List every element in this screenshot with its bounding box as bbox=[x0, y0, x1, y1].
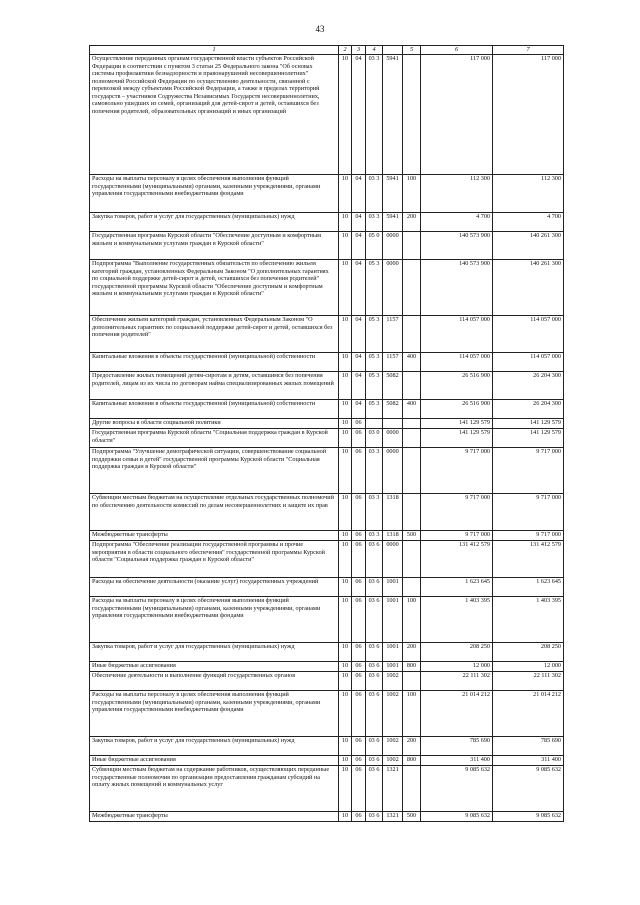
row-target-code: 0000 bbox=[383, 429, 403, 448]
row-amount-year1: 9 717 000 bbox=[421, 531, 493, 541]
row-name: Межбюджетные трансферты bbox=[90, 531, 339, 541]
row-amount-year1: 141 129 579 bbox=[421, 429, 493, 448]
row-subsection: 06 bbox=[352, 448, 366, 494]
row-target-code: 1001 bbox=[383, 578, 403, 597]
row-target-code: 1318 bbox=[383, 494, 403, 531]
row-amount-year1: 141 129 579 bbox=[421, 419, 493, 429]
row-target-program: 03 6 bbox=[366, 812, 383, 822]
row-subsection: 04 bbox=[352, 316, 366, 353]
row-amount-year2: 141 129 579 bbox=[493, 429, 564, 448]
table-row bbox=[90, 400, 564, 419]
row-name: Подпрограмма "Обеспечение реализации государственной программы и прочие мероприятия в области социального обеспечения" государственной программы Курской области "Социальная поддержка граждан в Курской области" bbox=[90, 541, 339, 578]
row-section: 10 bbox=[339, 662, 352, 672]
row-target-code: 1001 bbox=[383, 662, 403, 672]
row-target-program: 03 3 bbox=[366, 531, 383, 541]
table-row bbox=[90, 766, 564, 812]
row-subsection: 06 bbox=[352, 429, 366, 448]
row-amount-year2: 26 204 300 bbox=[493, 400, 564, 419]
row-amount-year1: 1 403 395 bbox=[421, 597, 493, 643]
table-row bbox=[90, 578, 564, 597]
row-target-program: 05 3 bbox=[366, 316, 383, 353]
row-target-program: 03 3 bbox=[366, 494, 383, 531]
row-target-program: 03 6 bbox=[366, 541, 383, 578]
row-amount-year2: 114 057 000 bbox=[493, 353, 564, 372]
row-target-program: 03 3 bbox=[366, 55, 383, 175]
row-amount-year1: 12 000 bbox=[421, 662, 493, 672]
row-amount-year2: 9 717 000 bbox=[493, 494, 564, 531]
row-target-code: 1001 bbox=[383, 597, 403, 643]
row-target-program: 05 3 bbox=[366, 353, 383, 372]
row-section: 10 bbox=[339, 260, 352, 316]
row-amount-year2: 9 085 632 bbox=[493, 812, 564, 822]
row-target-code: 5941 bbox=[383, 55, 403, 175]
row-expense-type bbox=[403, 260, 421, 316]
row-amount-year1: 140 573 900 bbox=[421, 260, 493, 316]
table-row bbox=[90, 353, 564, 372]
table-row bbox=[90, 448, 564, 494]
table-row bbox=[90, 429, 564, 448]
row-amount-year2: 117 000 bbox=[493, 55, 564, 175]
row-subsection: 06 bbox=[352, 756, 366, 766]
row-subsection: 06 bbox=[352, 494, 366, 531]
row-expense-type bbox=[403, 429, 421, 448]
header-col-3: 3 bbox=[352, 46, 366, 55]
row-target-code: 0000 bbox=[383, 448, 403, 494]
row-amount-year2: 140 261 300 bbox=[493, 232, 564, 260]
row-section: 10 bbox=[339, 643, 352, 662]
table-row bbox=[90, 643, 564, 662]
table-row bbox=[90, 260, 564, 316]
row-target-program: 03 3 bbox=[366, 213, 383, 232]
row-amount-year2: 112 300 bbox=[493, 175, 564, 213]
row-section: 10 bbox=[339, 429, 352, 448]
row-expense-type: 800 bbox=[403, 662, 421, 672]
row-amount-year2: 12 000 bbox=[493, 662, 564, 672]
row-target-program: 03 3 bbox=[366, 448, 383, 494]
row-expense-type bbox=[403, 672, 421, 691]
row-amount-year2: 140 261 300 bbox=[493, 260, 564, 316]
table-row bbox=[90, 316, 564, 353]
row-expense-type bbox=[403, 316, 421, 353]
row-name: Иные бюджетные ассигнования bbox=[90, 756, 339, 766]
row-subsection: 04 bbox=[352, 260, 366, 316]
row-amount-year1: 9 717 000 bbox=[421, 494, 493, 531]
row-target-program: 03 6 bbox=[366, 756, 383, 766]
row-expense-type: 400 bbox=[403, 400, 421, 419]
row-expense-type: 800 bbox=[403, 756, 421, 766]
row-target-code: 1321 bbox=[383, 812, 403, 822]
row-subsection: 06 bbox=[352, 812, 366, 822]
table-row bbox=[90, 812, 564, 822]
header-col-2: 2 bbox=[339, 46, 352, 55]
row-name: Государственная программа Курской области "Обеспечение доступным и комфортным жильем и коммунальными услугами граждан в Курской области" bbox=[90, 232, 339, 260]
row-section: 10 bbox=[339, 448, 352, 494]
budget-table bbox=[89, 45, 564, 822]
row-amount-year2: 9 717 000 bbox=[493, 448, 564, 494]
row-amount-year1: 785 690 bbox=[421, 737, 493, 756]
row-expense-type: 200 bbox=[403, 643, 421, 662]
row-name: Другие вопросы в области социальной политики bbox=[90, 419, 339, 429]
row-amount-year1: 208 250 bbox=[421, 643, 493, 662]
row-subsection: 06 bbox=[352, 597, 366, 643]
row-section: 10 bbox=[339, 597, 352, 643]
row-amount-year2: 114 057 000 bbox=[493, 316, 564, 353]
row-target-code: 5082 bbox=[383, 372, 403, 400]
row-name: Субвенции местным бюджетам на содержание работников, осуществляющих переданные государственные полномочия по организации предоставления гражданам субсидий на оплату жилых помещений и коммунальных услуг bbox=[90, 766, 339, 812]
row-name: Закупка товаров, работ и услуг для государственных (муниципальных) нужд bbox=[90, 737, 339, 756]
header-col-1: 1 bbox=[90, 46, 339, 55]
row-section: 10 bbox=[339, 316, 352, 353]
row-amount-year2: 9 085 632 bbox=[493, 766, 564, 812]
row-name: Подпрограмма "Выполнение государственных обязательств по обеспечению жильем категорий граждан, установленных Федеральным Законом "О дополнительных гарантиях по социальной поддержке детей-сирот и детей, оставшихся без попечения родителей" государственной программы Курской области "Обеспечение доступным и комфортным жильем и коммунальными услугами граждан в Курской области" bbox=[90, 260, 339, 316]
row-amount-year2: 22 111 302 bbox=[493, 672, 564, 691]
row-amount-year1: 112 300 bbox=[421, 175, 493, 213]
row-expense-type: 200 bbox=[403, 737, 421, 756]
row-name: Государственная программа Курской области "Социальная поддержка граждан в Курской области" bbox=[90, 429, 339, 448]
header-col-4a: 4 bbox=[366, 46, 383, 55]
row-target-code: 1157 bbox=[383, 316, 403, 353]
row-amount-year2: 131 412 579 bbox=[493, 541, 564, 578]
row-target-program: 03 6 bbox=[366, 691, 383, 737]
row-amount-year2: 4 700 bbox=[493, 213, 564, 232]
row-expense-type bbox=[403, 372, 421, 400]
row-target-code: 0000 bbox=[383, 232, 403, 260]
table-row bbox=[90, 175, 564, 213]
row-expense-type bbox=[403, 448, 421, 494]
table-row bbox=[90, 55, 564, 175]
row-expense-type: 200 bbox=[403, 213, 421, 232]
row-name: Закупка товаров, работ и услуг для государственных (муниципальных) нужд bbox=[90, 643, 339, 662]
row-section: 10 bbox=[339, 812, 352, 822]
table-row bbox=[90, 737, 564, 756]
row-amount-year2: 1 623 645 bbox=[493, 578, 564, 597]
page-number: 43 bbox=[315, 24, 325, 34]
row-name: Субвенции местным бюджетам на осуществление отдельных государственных полномочий по обеспечению деятельности комиссий по делам несовершеннолетних и защите их прав bbox=[90, 494, 339, 531]
row-subsection: 04 bbox=[352, 175, 366, 213]
row-section: 10 bbox=[339, 737, 352, 756]
row-target-program: 03 6 bbox=[366, 643, 383, 662]
row-section: 10 bbox=[339, 232, 352, 260]
row-target-program: 03 6 bbox=[366, 737, 383, 756]
row-target-code: 1001 bbox=[383, 643, 403, 662]
row-expense-type: 500 bbox=[403, 531, 421, 541]
header-col-4b bbox=[383, 46, 403, 55]
row-subsection: 06 bbox=[352, 419, 366, 429]
row-subsection: 04 bbox=[352, 372, 366, 400]
header-row bbox=[90, 46, 564, 55]
row-amount-year1: 26 516 900 bbox=[421, 372, 493, 400]
row-amount-year1: 114 057 000 bbox=[421, 353, 493, 372]
row-section: 10 bbox=[339, 55, 352, 175]
row-subsection: 06 bbox=[352, 691, 366, 737]
row-section: 10 bbox=[339, 766, 352, 812]
row-amount-year1: 117 000 bbox=[421, 55, 493, 175]
row-name: Расходы на выплаты персоналу в целях обеспечения выполнения функций государственными (муниципальными) органами, казенными учреждениями, органами управления государственными внебюджетными фондами bbox=[90, 691, 339, 737]
row-subsection: 06 bbox=[352, 531, 366, 541]
row-target-program: 03 6 bbox=[366, 578, 383, 597]
row-amount-year2: 26 204 300 bbox=[493, 372, 564, 400]
header-col-6: 6 bbox=[421, 46, 493, 55]
row-section: 10 bbox=[339, 372, 352, 400]
row-subsection: 06 bbox=[352, 766, 366, 812]
row-amount-year1: 1 623 645 bbox=[421, 578, 493, 597]
table-row bbox=[90, 691, 564, 737]
row-name: Межбюджетные трансферты bbox=[90, 812, 339, 822]
row-section: 10 bbox=[339, 578, 352, 597]
row-amount-year1: 9 085 632 bbox=[421, 766, 493, 812]
row-target-code: 1002 bbox=[383, 672, 403, 691]
row-expense-type: 100 bbox=[403, 597, 421, 643]
row-section: 10 bbox=[339, 531, 352, 541]
row-expense-type bbox=[403, 55, 421, 175]
row-name: Расходы на выплаты персоналу в целях обеспечения выполнения функций государственными (муниципальными) органами, казенными учреждениями, органами управления государственными внебюджетными фондами bbox=[90, 175, 339, 213]
row-subsection: 04 bbox=[352, 213, 366, 232]
row-target-program: 03 3 bbox=[366, 175, 383, 213]
row-section: 10 bbox=[339, 541, 352, 578]
table-row bbox=[90, 672, 564, 691]
row-target-program: 05 0 bbox=[366, 232, 383, 260]
table-row bbox=[90, 662, 564, 672]
row-amount-year2: 208 250 bbox=[493, 643, 564, 662]
row-amount-year1: 311 400 bbox=[421, 756, 493, 766]
row-expense-type: 500 bbox=[403, 812, 421, 822]
row-name: Предоставление жилых помещений детям-сиротам и детям, оставшимся без попечения родителей, лицам из их числа по договорам найма специализированных жилых помещений bbox=[90, 372, 339, 400]
table-row bbox=[90, 531, 564, 541]
table-row bbox=[90, 541, 564, 578]
row-subsection: 04 bbox=[352, 400, 366, 419]
row-amount-year2: 1 403 395 bbox=[493, 597, 564, 643]
row-name: Капитальные вложения в объекты государственной (муниципальной) собственности bbox=[90, 400, 339, 419]
row-section: 10 bbox=[339, 400, 352, 419]
row-amount-year2: 21 014 212 bbox=[493, 691, 564, 737]
table-row bbox=[90, 756, 564, 766]
row-target-code: 1157 bbox=[383, 353, 403, 372]
row-target-code: 5941 bbox=[383, 175, 403, 213]
header-col-5: 5 bbox=[403, 46, 421, 55]
row-target-code: 1321 bbox=[383, 766, 403, 812]
row-amount-year1: 9 085 632 bbox=[421, 812, 493, 822]
row-amount-year1: 21 014 212 bbox=[421, 691, 493, 737]
row-name: Расходы на выплаты персоналу в целях обеспечения выполнения функций государственными (муниципальными) органами, казенными учреждениями, органами управления государственными внебюджетными фондами bbox=[90, 597, 339, 643]
row-target-program: 03 6 bbox=[366, 766, 383, 812]
row-subsection: 06 bbox=[352, 662, 366, 672]
row-expense-type bbox=[403, 578, 421, 597]
table-row bbox=[90, 597, 564, 643]
table-body bbox=[90, 55, 564, 822]
row-amount-year1: 22 111 302 bbox=[421, 672, 493, 691]
row-amount-year1: 131 412 579 bbox=[421, 541, 493, 578]
row-section: 10 bbox=[339, 353, 352, 372]
row-expense-type bbox=[403, 766, 421, 812]
row-subsection: 06 bbox=[352, 541, 366, 578]
table-row bbox=[90, 213, 564, 232]
row-expense-type bbox=[403, 419, 421, 429]
row-target-program: 03 6 bbox=[366, 672, 383, 691]
row-target-code: 0000 bbox=[383, 260, 403, 316]
table-row bbox=[90, 494, 564, 531]
row-expense-type bbox=[403, 541, 421, 578]
row-name: Иные бюджетные ассигнования bbox=[90, 662, 339, 672]
row-amount-year2: 141 129 579 bbox=[493, 419, 564, 429]
row-target-program: 05 3 bbox=[366, 372, 383, 400]
row-amount-year2: 785 690 bbox=[493, 737, 564, 756]
row-subsection: 06 bbox=[352, 578, 366, 597]
row-expense-type: 100 bbox=[403, 691, 421, 737]
row-section: 10 bbox=[339, 175, 352, 213]
row-target-program: 05 3 bbox=[366, 400, 383, 419]
row-amount-year1: 114 057 000 bbox=[421, 316, 493, 353]
row-subsection: 04 bbox=[352, 353, 366, 372]
row-section: 10 bbox=[339, 691, 352, 737]
row-amount-year1: 26 516 900 bbox=[421, 400, 493, 419]
row-target-code: 1002 bbox=[383, 756, 403, 766]
row-target-code: 1002 bbox=[383, 737, 403, 756]
table-row bbox=[90, 232, 564, 260]
row-target-code: 1002 bbox=[383, 691, 403, 737]
row-name: Осуществление переданных органам государственной власти субъектов Российской Федерации в соответствии с пунктом 3 статьи 25 Федерального закона "Об основах системы профилактики безнадзорности и правонарушений несовершеннолетних" полномочий Российской Федерации по осуществлению деятельности, связанной с перевозкой между субъектами Российской Федерации, а также в пределах территорий государств – участников Содружества Независимых Государств несовершеннолетних, самовольно ушедших из семей, организаций для детей-сирот и детей, оставшихся без попечения родителей, образовательных организаций и иных организаций bbox=[90, 55, 339, 175]
row-section: 10 bbox=[339, 672, 352, 691]
row-section: 10 bbox=[339, 213, 352, 232]
row-target-program bbox=[366, 419, 383, 429]
row-name: Капитальные вложения в объекты государственной (муниципальной) собственности bbox=[90, 353, 339, 372]
row-section: 10 bbox=[339, 756, 352, 766]
row-target-code: 5941 bbox=[383, 213, 403, 232]
row-target-code: 0000 bbox=[383, 541, 403, 578]
row-name: Подпрограмма "Улучшение демографической ситуации, совершенствование социальной поддержки семьи и детей" государственной программы Курской области "Социальная поддержка граждан в Курской области" bbox=[90, 448, 339, 494]
row-target-program: 05 3 bbox=[366, 260, 383, 316]
row-amount-year1: 4 700 bbox=[421, 213, 493, 232]
row-name: Обеспечение жильем категорий граждан, установленных Федеральным Законом "О дополнительных гарантиях по социальной поддержке детей-сирот и детей, оставшихся без попечения родителей" bbox=[90, 316, 339, 353]
row-name: Закупка товаров, работ и услуг для государственных (муниципальных) нужд bbox=[90, 213, 339, 232]
row-subsection: 04 bbox=[352, 232, 366, 260]
row-amount-year2: 9 717 000 bbox=[493, 531, 564, 541]
row-target-program: 03 6 bbox=[366, 597, 383, 643]
row-amount-year2: 311 400 bbox=[493, 756, 564, 766]
row-amount-year1: 9 717 000 bbox=[421, 448, 493, 494]
row-section: 10 bbox=[339, 494, 352, 531]
row-subsection: 06 bbox=[352, 737, 366, 756]
row-name: Расходы на обеспечение деятельности (оказание услуг) государственных учреждений bbox=[90, 578, 339, 597]
row-expense-type: 400 bbox=[403, 353, 421, 372]
row-target-program: 03 6 bbox=[366, 662, 383, 672]
row-target-program: 03 0 bbox=[366, 429, 383, 448]
header-col-7: 7 bbox=[493, 46, 564, 55]
row-expense-type: 100 bbox=[403, 175, 421, 213]
row-target-code bbox=[383, 419, 403, 429]
row-target-code: 5082 bbox=[383, 400, 403, 419]
table-row bbox=[90, 372, 564, 400]
row-amount-year1: 140 573 900 bbox=[421, 232, 493, 260]
row-expense-type bbox=[403, 494, 421, 531]
row-subsection: 04 bbox=[352, 55, 366, 175]
row-target-code: 1318 bbox=[383, 531, 403, 541]
row-subsection: 06 bbox=[352, 672, 366, 691]
row-expense-type bbox=[403, 232, 421, 260]
row-subsection: 06 bbox=[352, 643, 366, 662]
row-section: 10 bbox=[339, 419, 352, 429]
row-name: Обеспечение деятельности и выполнение функций государственных органов bbox=[90, 672, 339, 691]
table-row bbox=[90, 419, 564, 429]
